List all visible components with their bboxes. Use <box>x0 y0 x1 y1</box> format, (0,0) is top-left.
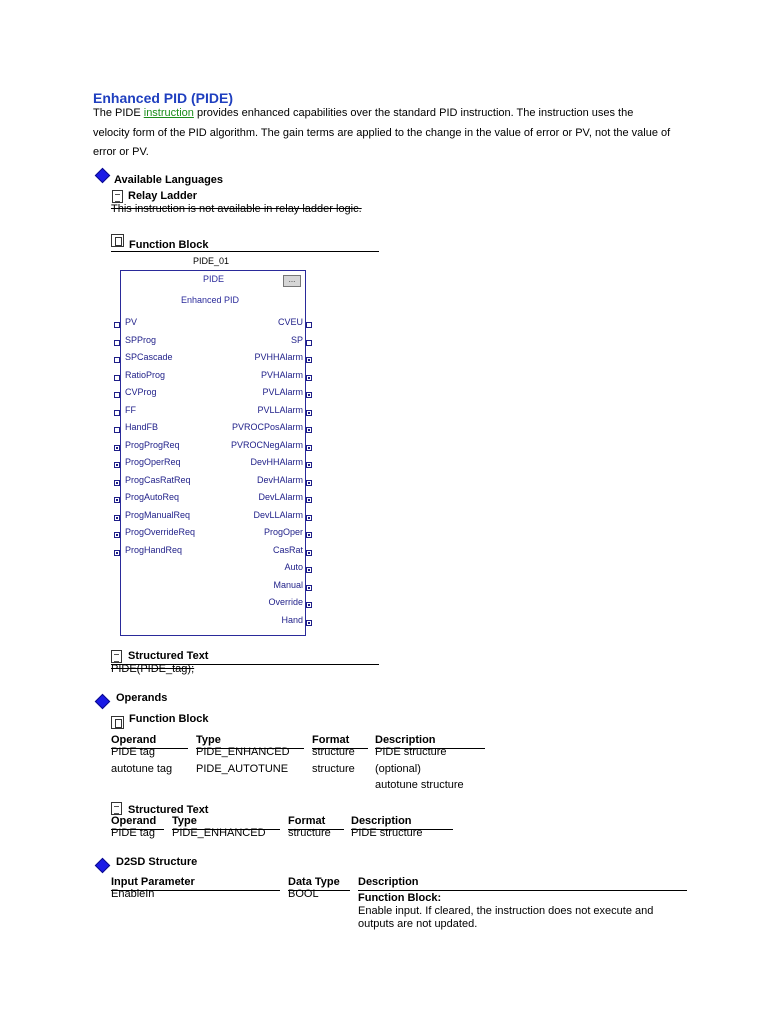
output-pin-connector-icon <box>306 567 312 573</box>
bullet-diamond-icon <box>95 168 111 184</box>
page-title: Enhanced PID (PIDE) <box>93 90 234 106</box>
header-rule <box>358 890 687 891</box>
input-pin-label: ProgOperReq <box>125 457 181 467</box>
col-header-format: Format <box>312 734 350 746</box>
table-cell: PIDE_ENHANCED <box>172 827 266 839</box>
col-header-type: Type <box>196 734 221 746</box>
output-pin-connector-icon <box>306 445 312 451</box>
output-pin-connector-icon <box>306 392 312 398</box>
output-pin-connector-icon <box>306 602 312 608</box>
output-pin-connector-icon <box>306 550 312 556</box>
table-cell: Function Block: <box>358 892 442 904</box>
operands-fb-heading: Function Block <box>129 713 209 725</box>
col-header-description: Description <box>358 876 419 888</box>
output-pin-connector-icon <box>306 427 312 433</box>
output-pin-connector-icon <box>306 532 312 538</box>
structured-text-heading: Structured Text <box>128 650 209 662</box>
output-pin-connector-icon <box>306 620 312 626</box>
output-pin-label: CasRat <box>272 544 303 555</box>
input-pin-connector-icon <box>114 410 120 416</box>
output-pin-label: DevHAlarm <box>256 474 303 485</box>
input-pin-label: ProgManualReq <box>125 509 191 520</box>
output-pin-label: PVLAlarm <box>262 387 303 397</box>
relay-ladder-heading: Relay Ladder <box>128 190 198 202</box>
input-pin-label: SPCascade <box>125 352 173 362</box>
table-cell: PIDE_ENHANCED <box>196 746 290 758</box>
col-header-type: Type <box>172 815 197 827</box>
table-cell: structure <box>288 827 331 839</box>
input-pin-connector-icon <box>114 322 120 328</box>
table-cell: PIDE_AUTOTUNE <box>196 763 289 775</box>
table-cell: PIDE structure <box>375 746 447 758</box>
output-pin-connector-icon <box>306 585 312 591</box>
operands-st-heading: Structured Text <box>128 804 209 816</box>
table-cell: BOOL <box>288 888 319 900</box>
output-pin-connector-icon <box>306 340 312 346</box>
col-header-operand: Operand <box>111 815 157 827</box>
output-pin-label: PVLLAlarm <box>257 404 303 415</box>
input-pin-label: HandFB <box>125 422 159 432</box>
table-cell: structure <box>312 746 355 758</box>
bullet-diamond-icon <box>95 694 111 710</box>
output-pin-connector-icon <box>306 357 312 363</box>
col-header-data-type: Data Type <box>288 876 340 888</box>
table-cell: (optional) <box>375 763 421 775</box>
col-header-description: Description <box>351 815 412 827</box>
function-block-heading: Function Block <box>129 239 209 251</box>
block-properties-button[interactable]: ... <box>283 275 301 287</box>
table-cell: PIDE structure <box>351 827 423 839</box>
instruction-link[interactable]: instruction <box>143 107 194 119</box>
input-pin-label: ProgOverrideReq <box>125 527 196 537</box>
table-cell: EnableIn <box>111 888 155 900</box>
input-pin-label: ProgHandReq <box>125 544 183 555</box>
structured-text-doc-icon <box>111 650 122 663</box>
input-pin-label: ProgProgReq <box>125 439 180 450</box>
input-pin-connector-icon <box>114 445 120 451</box>
bullet-diamond-icon <box>95 858 111 874</box>
output-pin-label: Manual <box>273 579 303 590</box>
table-cell: PIDE tag <box>111 827 156 839</box>
table-cell: autotune structure <box>375 779 464 791</box>
output-pin-label: PVHHAlarm <box>254 352 303 362</box>
col-header-input-parameter: Input Parameter <box>111 876 195 888</box>
output-pin-label: CVEU <box>277 317 303 327</box>
col-header-format: Format <box>288 815 326 827</box>
output-pin-connector-icon <box>306 375 312 381</box>
input-pin-connector-icon <box>114 357 120 363</box>
d2sd-heading: D2SD Structure <box>116 856 198 868</box>
intro-text-before: The PIDE <box>93 107 144 119</box>
table-cell: autotune tag <box>111 763 173 775</box>
output-pin-label: Auto <box>284 562 303 572</box>
relay-ladder-doc-icon <box>112 190 123 203</box>
input-pin-label: ProgAutoReq <box>125 492 180 502</box>
output-pin-label: Hand <box>281 614 303 625</box>
function-block-icon <box>111 234 124 247</box>
block-name: PIDE <box>203 274 225 284</box>
input-pin-connector-icon <box>114 480 120 486</box>
input-pin-connector-icon <box>114 375 120 381</box>
block-description: Enhanced PID <box>181 295 240 305</box>
input-pin-label: SPProg <box>125 334 157 345</box>
output-pin-connector-icon <box>306 515 312 521</box>
output-pin-label: PVHAlarm <box>260 369 303 380</box>
available-languages-heading: Available Languages <box>114 174 224 186</box>
col-header-description: Description <box>375 734 436 746</box>
input-pin-connector-icon <box>114 550 120 556</box>
input-pin-connector-icon <box>114 392 120 398</box>
table-cell: Enable input. If cleared, the instruction does not execute and <box>358 905 654 917</box>
col-header-operand: Operand <box>111 734 157 746</box>
input-pin-label: FF <box>125 404 136 415</box>
output-pin-label: DevLLAlarm <box>253 509 303 520</box>
input-pin-label: RatioProg <box>125 369 166 380</box>
output-pin-label: PVROCPosAlarm <box>231 422 303 432</box>
output-pin-connector-icon <box>306 497 312 503</box>
structured-text-doc-icon <box>111 802 122 815</box>
block-tag-label: PIDE_01 <box>193 256 230 266</box>
output-pin-label: PVROCNegAlarm <box>230 439 303 450</box>
input-pin-label: CVProg <box>125 387 157 397</box>
output-pin-connector-icon <box>306 480 312 486</box>
intro-text-after: provides enhanced capabilities over the standard PID instruction. The instruction uses the velocity form of the PID algorithm. The gain terms are applied to the change in the value of error or PV, not the value of error or PV. <box>93 107 671 158</box>
output-pin-label: DevLAlarm <box>258 492 303 502</box>
output-pin-label: DevHHAlarm <box>250 457 303 467</box>
input-pin-connector-icon <box>114 497 120 503</box>
output-pin-connector-icon <box>306 322 312 328</box>
intro-paragraph <box>93 104 673 163</box>
table-cell: PIDE tag <box>111 746 156 758</box>
function-block-rule <box>111 251 379 252</box>
input-pin-label: PV <box>125 317 138 327</box>
input-pin-connector-icon <box>114 532 120 538</box>
input-pin-connector-icon <box>114 340 120 346</box>
output-pin-label: Override <box>268 597 303 607</box>
table-cell: structure <box>312 763 355 775</box>
input-pin-connector-icon <box>114 462 120 468</box>
input-pin-connector-icon <box>114 427 120 433</box>
table-cell: outputs are not updated. <box>358 918 478 930</box>
input-pin-label: ProgCasRatReq <box>125 474 191 485</box>
output-pin-connector-icon <box>306 410 312 416</box>
function-block-icon <box>111 716 124 729</box>
structured-text-code: PIDE(PIDE_tag); <box>111 663 195 675</box>
output-pin-label: SP <box>290 334 303 345</box>
input-pin-connector-icon <box>114 515 120 521</box>
operands-heading: Operands <box>116 692 168 704</box>
relay-ladder-note: This instruction is not available in relay ladder logic. <box>111 203 362 215</box>
output-pin-label: ProgOper <box>263 527 303 537</box>
output-pin-connector-icon <box>306 462 312 468</box>
